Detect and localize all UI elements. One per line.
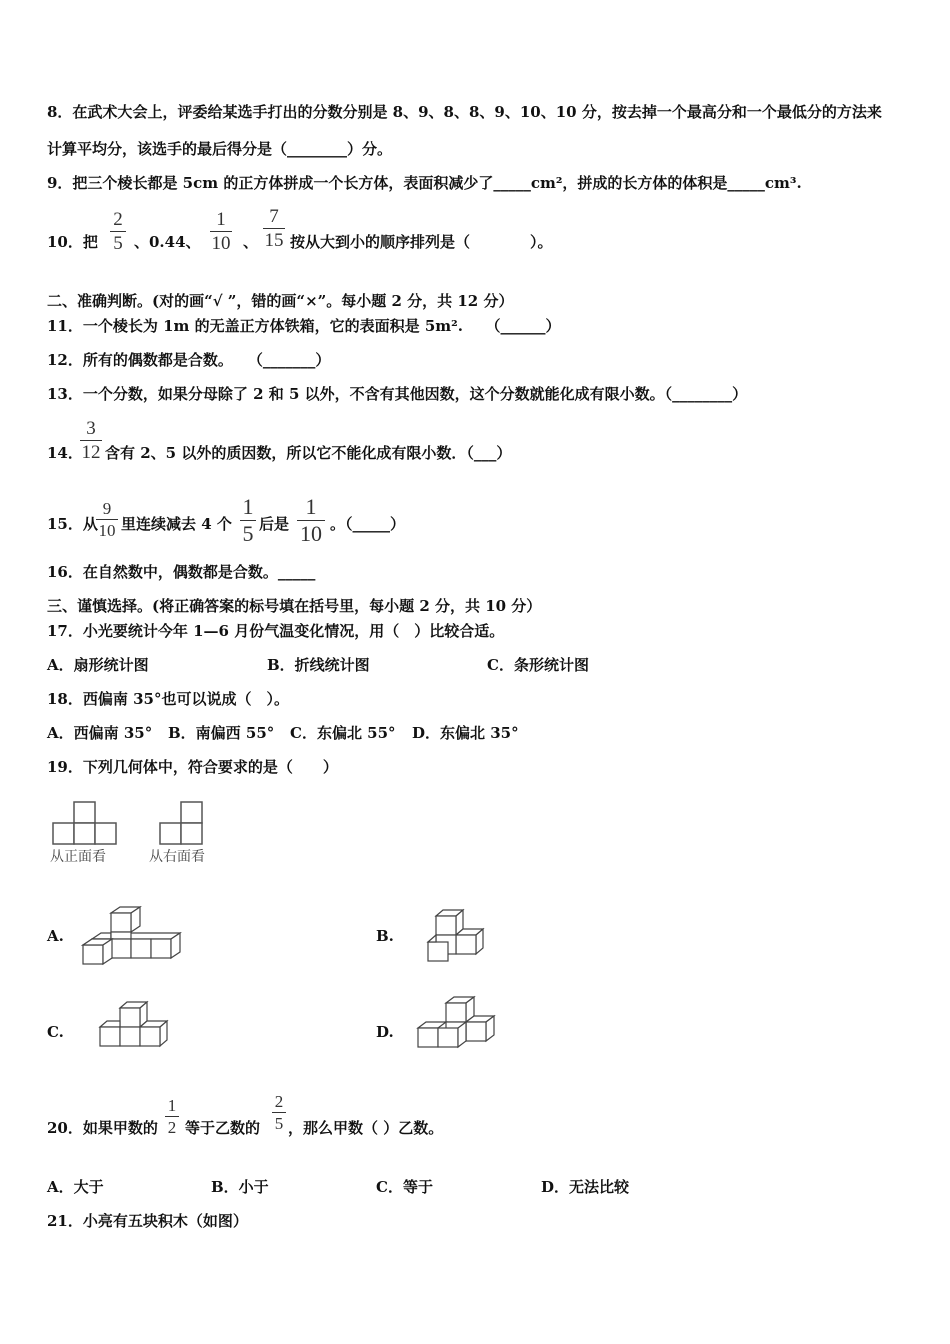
right-view-figure xyxy=(158,800,206,846)
q10-prefix: 10．把 xyxy=(47,233,98,251)
q15-mid: 里连续减去 4 个 xyxy=(121,515,232,533)
q15-suffix: 。（_____） xyxy=(330,515,406,533)
q18-option-d[interactable]: D．东偏北 35° xyxy=(412,724,519,742)
q21-text: 21．小亮有五块积木（如图） xyxy=(47,1212,248,1230)
q8-line2: 计算平均分，该选手的最后得分是（________）分。 xyxy=(47,140,393,158)
q20-fraction-2: 2 5 xyxy=(272,1093,286,1132)
q19-option-b-label[interactable]: B. xyxy=(376,927,394,945)
q10-fraction-3: 7 15 xyxy=(264,206,284,251)
q17-option-c[interactable]: C．条形统计图 xyxy=(487,656,589,674)
q14-fraction: 3 12 xyxy=(81,418,101,463)
q10-mid2: 、 xyxy=(243,233,259,251)
q14-suffix: 含有 2、5 以外的质因数，所以它不能化成有限小数．（___） xyxy=(105,444,512,462)
q10-fraction-2: 1 10 xyxy=(211,209,231,254)
q20-mid: 等于乙数的 xyxy=(185,1119,261,1137)
q10-fraction-1: 2 5 xyxy=(110,210,126,253)
q18-option-b[interactable]: B．南偏西 55° xyxy=(168,724,275,742)
q10-mid1: 、0.44、 xyxy=(134,233,201,251)
q20-suffix: ，那么甲数（ ）乙数。 xyxy=(288,1119,444,1137)
q20-option-a[interactable]: A．大于 xyxy=(47,1178,104,1196)
q8-line1: 8．在武术大会上，评委给某选手打出的分数分别是 8、9、8、8、9、10、10 分，按去掉一个最高分和一个最低分的方法来 xyxy=(47,103,882,121)
q17-text: 17．小光要统计今年 1—6 月份气温变化情况，用（ ）比较合适。 xyxy=(47,622,505,640)
q13-text: 13．一个分数，如果分母除了 2 和 5 以外，不含有其他因数，这个分数就能化成有限小数。（________） xyxy=(47,385,748,403)
q20-fraction-1: 1 2 xyxy=(165,1097,179,1136)
front-view-figure xyxy=(50,800,118,846)
q18-option-c[interactable]: C．东偏北 55° xyxy=(290,724,396,742)
q19-option-d-figure[interactable] xyxy=(414,993,500,1057)
q17-option-a[interactable]: A．扇形统计图 xyxy=(47,656,149,674)
right-view-label: 从右面看 xyxy=(149,849,205,865)
q9-text: 9．把三个棱长都是 5cm 的正方体拼成一个长方体，表面积减少了_____cm²，拼成的长方体的体积是_____cm³. xyxy=(47,174,802,192)
q19-option-c-label[interactable]: C. xyxy=(47,1023,64,1041)
q19-option-d-label[interactable]: D. xyxy=(376,1023,394,1041)
q19-option-a-figure[interactable] xyxy=(80,905,186,967)
q17-option-b[interactable]: B．折线统计图 xyxy=(267,656,370,674)
q20-option-c[interactable]: C．等于 xyxy=(376,1178,433,1196)
q10-suffix: 按从大到小的顺序排列是（ ）。 xyxy=(290,233,553,251)
q18-option-a[interactable]: A．西偏南 35° xyxy=(47,724,153,742)
q15-prefix: 15．从 xyxy=(47,515,98,533)
q12-text: 12．所有的偶数都是合数。 （_______） xyxy=(47,351,331,369)
q18-text: 18．西偏南 35°也可以说成（ ）。 xyxy=(47,690,289,708)
q19-text: 19．下列几何体中，符合要求的是（ ） xyxy=(47,758,338,776)
section3-title: 三、谨慎选择。(将正确答案的标号填在括号里，每小题 2 分，共 10 分） xyxy=(47,597,542,615)
section2-title: 二、准确判断。(对的画“√ ”，错的画“×”。每小题 2 分，共 12 分） xyxy=(47,292,514,310)
front-view-label: 从正面看 xyxy=(50,849,106,865)
q14-prefix: 14． xyxy=(47,444,83,462)
q15-fraction-2: 1 5 xyxy=(240,496,256,545)
q15-fraction-3: 1 10 xyxy=(297,496,325,545)
q15-mid2: 后是 xyxy=(259,515,290,533)
q16-text: 16．在自然数中，偶数都是合数。_____ xyxy=(47,563,316,581)
q20-prefix: 20．如果甲数的 xyxy=(47,1119,158,1137)
q19-option-c-figure[interactable] xyxy=(94,998,174,1056)
q11-text: 11．一个棱长为 1m 的无盖正方体铁箱，它的表面积是 5m². （______） xyxy=(47,317,561,335)
q19-option-a-label[interactable]: A. xyxy=(47,927,64,945)
q19-option-b-figure[interactable] xyxy=(424,908,486,968)
q15-fraction-1: 9 10 xyxy=(96,500,118,539)
q20-option-b[interactable]: B．小于 xyxy=(211,1178,269,1196)
q20-option-d[interactable]: D．无法比较 xyxy=(541,1178,630,1196)
